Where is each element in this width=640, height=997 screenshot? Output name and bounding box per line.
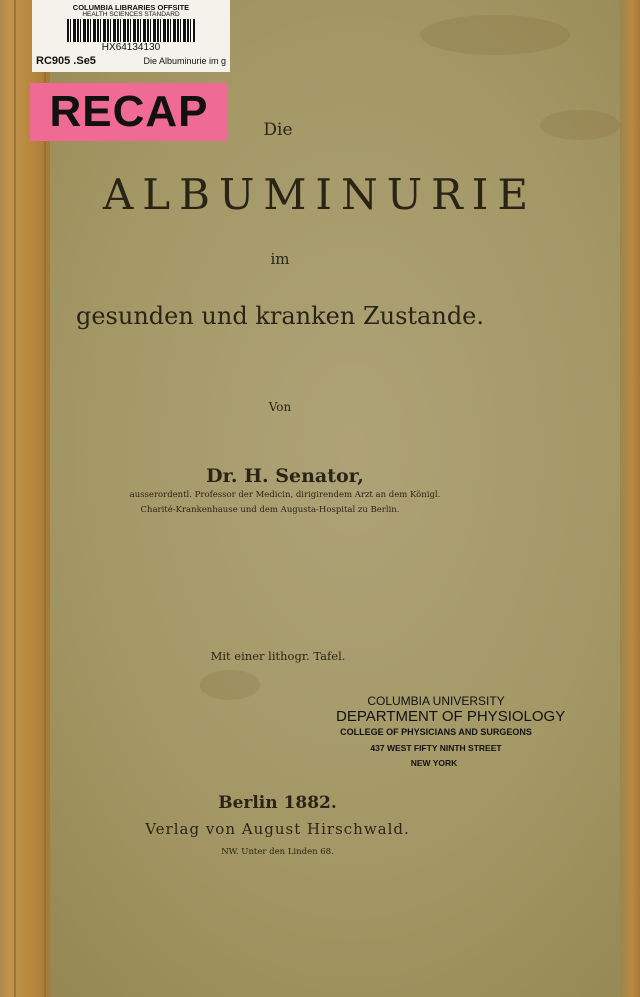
subtitle: gesunden und kranken Zustande. <box>75 302 485 330</box>
paper-stain <box>200 670 260 700</box>
stamp-department: DEPARTMENT OF PHYSIOLOGY <box>336 708 566 725</box>
author-description: Charité-Krankenhause und dem Augusta-Hospital zu Berlin. <box>140 505 400 515</box>
illustration-note: Mit einer lithogr. Tafel. <box>210 649 346 663</box>
main-title: ALBUMINURIE <box>102 170 538 219</box>
publisher-address: NW. Unter den Linden 68. <box>221 847 334 857</box>
call-number: RC905 .Se5 <box>36 55 96 67</box>
stamp-line: 437 WEST FIFTY NINTH STREET <box>370 743 502 753</box>
barcode <box>67 19 195 42</box>
paper-stain <box>540 110 620 140</box>
barcode-number: HX64134130 <box>101 42 161 53</box>
stamp-line: COLUMBIA UNIVERSITY <box>367 694 505 708</box>
place-year: Berlin 1882. <box>218 793 337 813</box>
stamp-line: COLLEGE OF PHYSICIANS AND SURGEONS <box>340 727 532 737</box>
by-line: Von <box>268 400 292 414</box>
publisher: Verlag von August Hirschwald. <box>145 820 410 838</box>
author-description: ausserordentl. Professor der Medicin, dirigirendem Arzt an dem Königl. <box>129 490 441 500</box>
cover-edge <box>620 0 640 997</box>
library-barcode-label <box>32 0 230 72</box>
stamp-line: NEW YORK <box>410 758 458 768</box>
author-name: Dr. H. Senator, <box>206 465 364 487</box>
recap-sticker: RECAP <box>30 83 228 141</box>
label-short-title: Die Albuminurie im g <box>143 56 226 66</box>
title-preposition: im <box>270 250 290 268</box>
label-collection: HEALTH SCIENCES STANDARD <box>82 11 180 18</box>
paper-stain <box>420 15 570 55</box>
title-article: Die <box>263 120 293 140</box>
label-library-name: COLUMBIA LIBRARIES OFFSITE <box>72 3 190 12</box>
